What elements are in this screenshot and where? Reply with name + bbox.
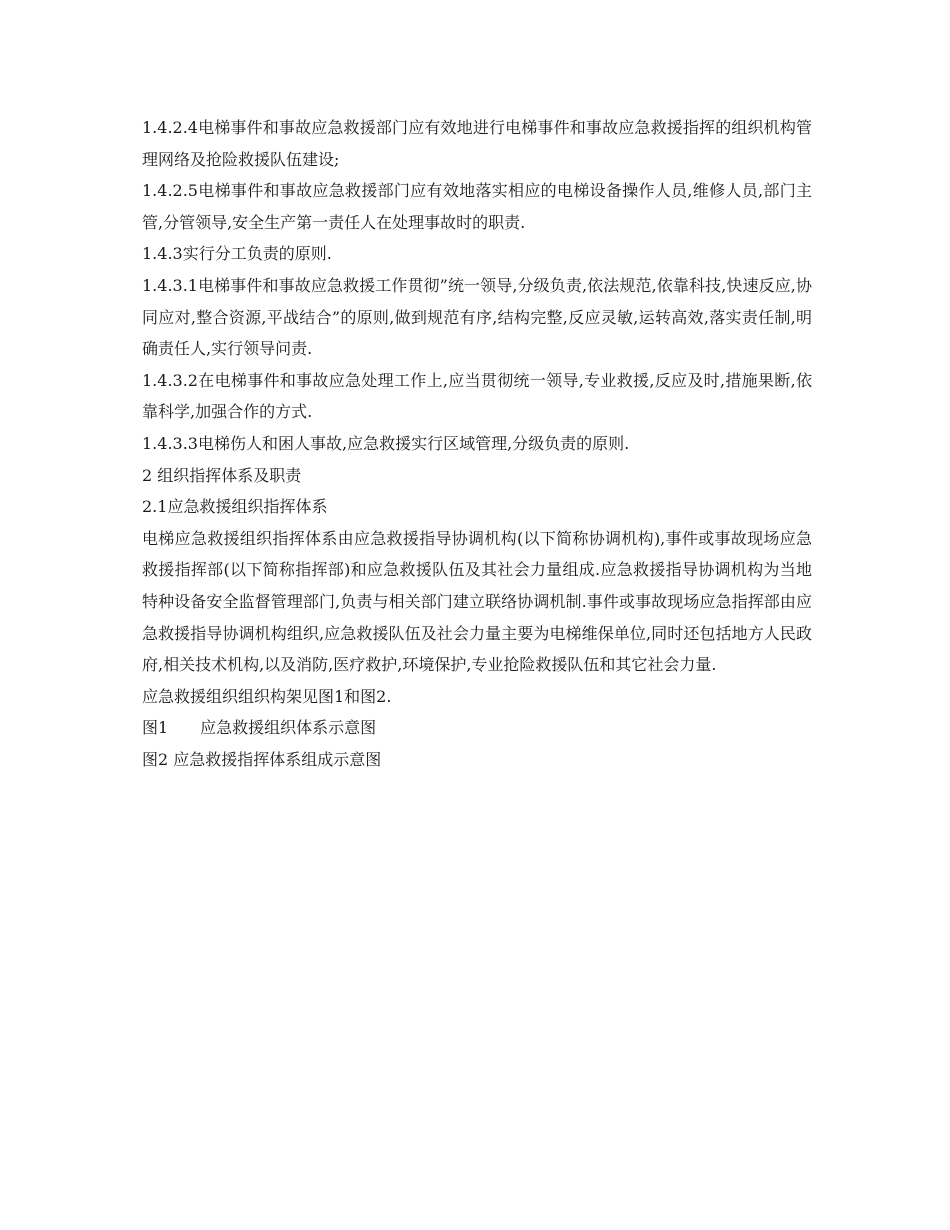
paragraph-1-4-3-3: 1.4.3.3电梯伤人和困人事故,应急救援实行区域管理,分级负责的原则. <box>142 433 630 453</box>
section-heading-2: 2 组织指挥体系及职责 <box>142 465 302 485</box>
paragraph-1-4-2-4: 1.4.2.4电梯事件和事故应急救援部门应有效地进行电梯事件和事故应急救援指挥的组织机构管理网络及抢险救援队伍建设; <box>142 118 812 169</box>
paragraph-1-4-3: 1.4.3实行分工负责的原则. <box>142 244 332 264</box>
paragraph-1-4-3-1: 1.4.3.1电梯事件和事故应急救援工作贯彻”统一领导,分级负责,依法规范,依靠科技,快速反应,协同应对,整合资源,平战结合”的原则,做到规范有序,结构完整,反应灵敏,运转高效,落实责任制,明确责任人,实行领导问责. <box>142 275 812 359</box>
paragraph-1-4-2-5: 1.4.2.5电梯事件和事故应急救援部门应有效地落实相应的电梯设备操作人员,维修人员,部门主管,分管领导,安全生产第一责任人在处理事故时的职责. <box>142 181 812 232</box>
paragraph-command-system: 电梯应急救援组织指挥体系由应急救援指导协调机构(以下简称协调机构),事件或事故现场应急救援指挥部(以下简称指挥部)和应急救援队伍及其社会力量组成.应急救援指导协调机构为当地特种设备安全监督管理部门,负责与相关部门建立联络协调机制.事件或事故现场应急指挥部由应急救援指导协调机构组织,应急救援队伍及社会力量主要为电梯维保单位,同时还包括地方人民政府,相关技术机构,以及消防,医疗救护,环境保护,专业抢险救援队伍和其它社会力量. <box>142 528 812 675</box>
document-body <box>142 112 812 775</box>
paragraph-figure-reference: 应急救援组织组织构架见图1和图2. <box>142 686 392 706</box>
figure-caption-2: 图2 应急救援指挥体系组成示意图 <box>142 749 382 769</box>
figure-caption-1: 图1 应急救援组织体系示意图 <box>142 718 377 738</box>
paragraph-1-4-3-2: 1.4.3.2在电梯事件和事故应急处理工作上,应当贯彻统一领导,专业救援,反应及时,措施果断,依靠科学,加强合作的方式. <box>142 370 812 422</box>
section-heading-2-1: 2.1应急救援组织指挥体系 <box>142 497 328 517</box>
